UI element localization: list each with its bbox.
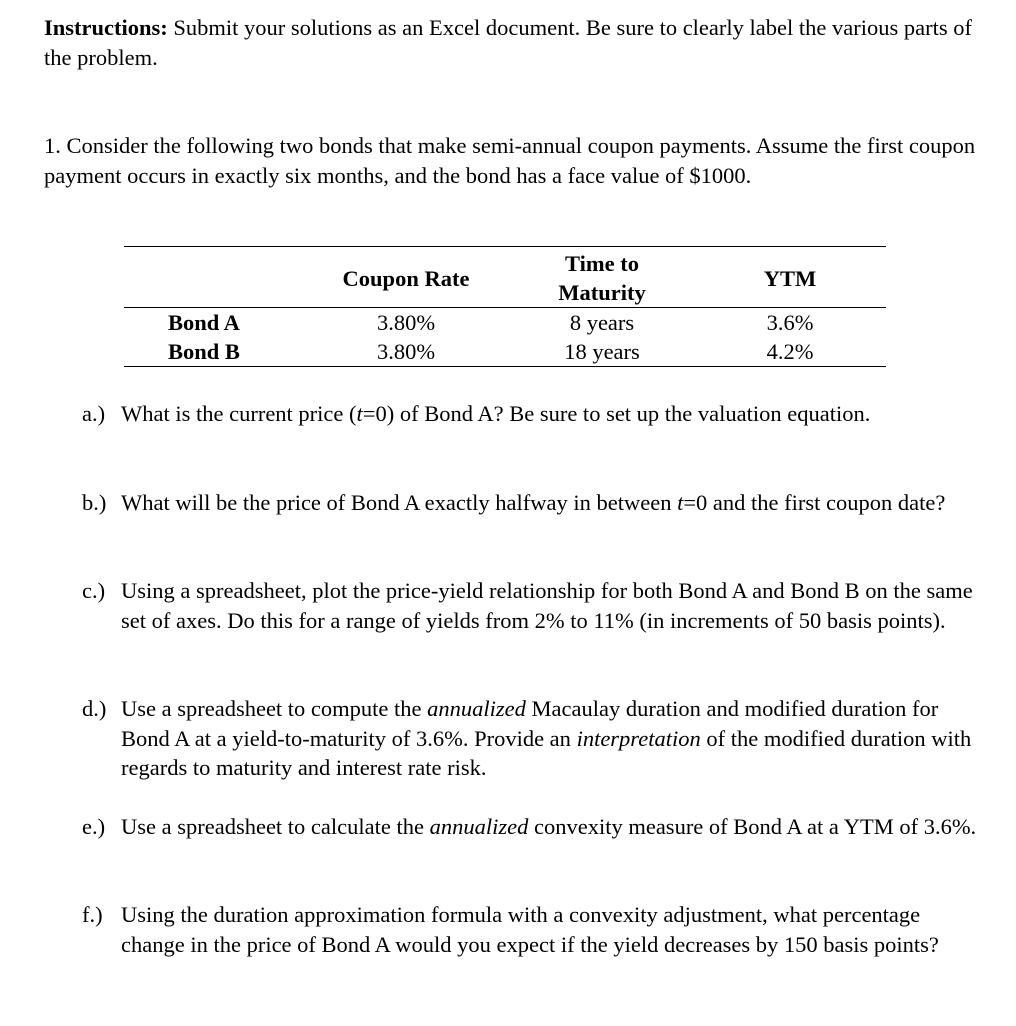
bond-name: Bond B — [168, 339, 240, 364]
question-c-text: Using a spreadsheet, plot the price-yield relationship for both Bond A and Bond B on the same set of axes. Do this for a range of yields from 2% to 11% (in increments of 50 basis points). — [121, 578, 973, 633]
bond-table — [124, 246, 886, 367]
question-e-label: e.) — [82, 814, 106, 839]
header-maturity-line2: Maturity — [558, 280, 646, 305]
question-d-text: Use a spreadsheet to compute the annualized Macaulay duration and modified duration for Bond A at a yield-to-maturity of 3.6%. Provide an interpretation of the modified duration with regards to maturity and interest rate risk. — [121, 696, 972, 780]
table-row — [124, 308, 886, 337]
table-header-row — [124, 247, 886, 308]
question-f-text: Using the duration approximation formula with a convexity adjustment, what percentage change in the price of Bond A would you expect if the yield decreases by 150 basis points? — [121, 902, 939, 957]
problem-intro: 1. Consider the following two bonds that make semi-annual coupon payments. Assume the first coupon payment occurs in exactly six months, and the bond has a face value of $1000. — [44, 133, 976, 188]
header-maturity-line1: Time to — [565, 251, 639, 276]
question-e-text: Use a spreadsheet to calculate the annualized convexity measure of Bond A at a YTM of 3.6%. — [121, 814, 977, 839]
question-a-label: a.) — [82, 401, 106, 426]
instructions-text: Submit your solutions as an Excel document. Be sure to clearly label the various parts of the problem. — [44, 15, 972, 70]
question-d-label: d.) — [82, 696, 107, 721]
question-b-label: b.) — [82, 490, 107, 515]
instructions-label: Instructions: — [44, 15, 168, 40]
bond-name: Bond A — [168, 310, 240, 335]
bond-ytm: 3.6% — [766, 310, 814, 335]
bond-coupon: 3.80% — [376, 310, 436, 335]
bond-coupon: 3.80% — [376, 339, 436, 364]
question-f-label: f.) — [82, 902, 103, 927]
table-row — [124, 337, 886, 366]
bond-ytm: 4.2% — [766, 339, 814, 364]
question-b-text: What will be the price of Bond A exactly halfway in between t=0 and the first coupon date? — [121, 490, 946, 515]
question-a-text: What is the current price (t=0) of Bond A? Be sure to set up the valuation equation. — [121, 401, 871, 426]
header-time-to-maturity — [532, 249, 672, 307]
question-c-label: c.) — [82, 578, 106, 603]
bond-maturity: 18 years — [564, 339, 640, 364]
header-ytm: YTM — [763, 266, 817, 291]
instructions-paragraph — [44, 13, 994, 72]
bond-maturity: 8 years — [569, 310, 635, 335]
header-coupon-rate: Coupon Rate — [342, 266, 470, 291]
